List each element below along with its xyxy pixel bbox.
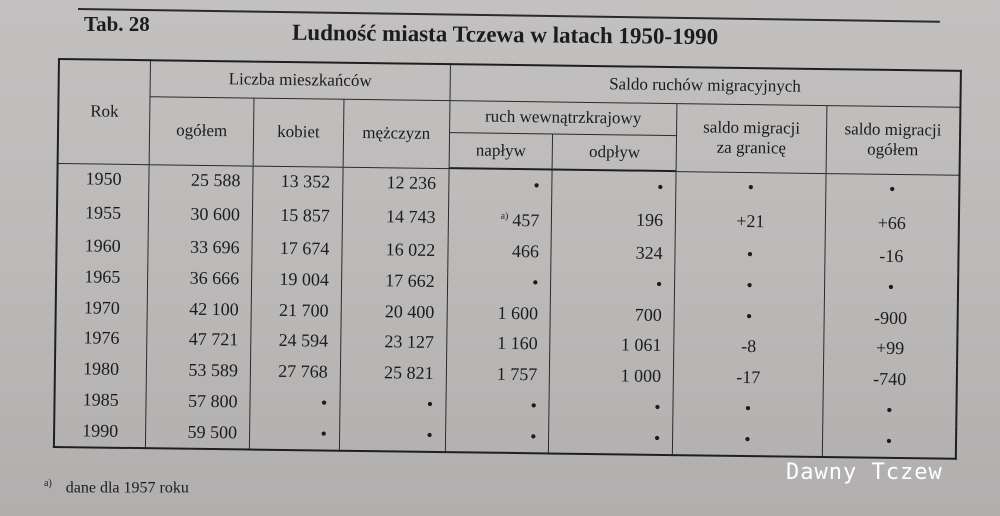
cell-granica bbox=[673, 392, 823, 425]
cell-naplyw bbox=[446, 328, 550, 360]
cell-mezczyzn bbox=[340, 388, 446, 420]
cell-value: • bbox=[426, 424, 433, 445]
cell-value: 24 594 bbox=[278, 330, 329, 352]
cell-ogolem bbox=[147, 324, 251, 356]
cell-ogolem bbox=[146, 416, 250, 449]
cell-value: +66 bbox=[877, 212, 906, 234]
footnote-mark: a) bbox=[44, 478, 52, 489]
cell-value: 1965 bbox=[84, 266, 121, 287]
cell-value: 466 bbox=[511, 241, 540, 262]
table-title: Ludność miasta Tczewa w latach 1950-1990 bbox=[291, 19, 719, 50]
cell-naplyw bbox=[446, 359, 550, 391]
cell-value: 17 662 bbox=[385, 270, 435, 292]
cell-kobiet bbox=[251, 325, 341, 357]
cell-mezczyzn bbox=[340, 357, 446, 389]
cell-value: • bbox=[320, 392, 328, 413]
cell-naplyw bbox=[448, 168, 552, 201]
cell-value: • bbox=[655, 273, 663, 295]
cell-value: 1950 bbox=[85, 168, 122, 190]
cell-kobiet bbox=[250, 387, 340, 419]
cell-value: • bbox=[885, 430, 893, 451]
cell-granica bbox=[674, 300, 824, 333]
cell-value: 1980 bbox=[82, 358, 120, 379]
cell-value: 700 bbox=[634, 304, 662, 325]
cell-naplyw bbox=[445, 389, 549, 421]
cell-value: • bbox=[654, 396, 661, 417]
cell-value: • bbox=[744, 428, 751, 449]
cell-odplyw bbox=[552, 201, 676, 239]
cell-value: -740 bbox=[873, 368, 907, 390]
cell-granica bbox=[673, 362, 823, 395]
cell-granica bbox=[674, 331, 824, 364]
cell-saldo bbox=[824, 272, 958, 304]
cell-value: 12 236 bbox=[386, 172, 437, 194]
footnote-text: dane dla 1957 roku bbox=[65, 479, 189, 497]
cell-year bbox=[57, 163, 149, 196]
header-mezczyzn: mężczyzn bbox=[343, 99, 450, 168]
cell-value: • bbox=[747, 177, 755, 198]
cell-granica bbox=[676, 171, 826, 205]
cell-mezczyzn bbox=[340, 327, 446, 359]
cell-value: -17 bbox=[736, 367, 761, 388]
header-naplyw: napływ bbox=[449, 132, 553, 169]
cell-kobiet bbox=[250, 356, 340, 388]
cell-value: • bbox=[746, 244, 754, 265]
cell-year bbox=[54, 384, 146, 416]
header-rok: Rok bbox=[58, 59, 151, 164]
cell-value: 1976 bbox=[83, 327, 120, 349]
cell-value: 324 bbox=[635, 243, 663, 264]
cell-mezczyzn bbox=[342, 167, 448, 200]
cell-value: • bbox=[320, 423, 328, 444]
cell-odplyw bbox=[551, 237, 675, 269]
header-granica-line2: za granicę bbox=[716, 137, 787, 158]
cell-odplyw bbox=[552, 169, 676, 203]
cell-saldo bbox=[825, 205, 959, 243]
cell-value: 27 768 bbox=[278, 361, 328, 382]
cell-ogolem bbox=[149, 164, 253, 197]
footnote bbox=[44, 478, 189, 497]
header-saldo: Saldo ruchów migracyjnych bbox=[450, 64, 961, 107]
cell-value: 30 600 bbox=[190, 203, 241, 225]
cell-value: 19 004 bbox=[279, 269, 330, 290]
cell-value: 457 bbox=[512, 210, 540, 231]
cell-odplyw bbox=[549, 391, 673, 423]
header-saldo-ogolem-line1: saldo migracji bbox=[844, 119, 942, 140]
cell-value: 1 757 bbox=[496, 363, 538, 385]
cell-kobiet bbox=[249, 417, 339, 450]
cell-ogolem bbox=[146, 385, 250, 417]
cell-value: -900 bbox=[873, 307, 908, 328]
cell-year bbox=[56, 231, 148, 263]
cell-value: 1 600 bbox=[497, 302, 539, 324]
cell-year bbox=[55, 323, 147, 355]
header-ogolem: ogółem bbox=[149, 96, 254, 165]
cell-naplyw bbox=[448, 200, 552, 237]
cell-year bbox=[54, 415, 146, 448]
cell-odplyw bbox=[549, 421, 673, 455]
cell-naplyw bbox=[445, 420, 549, 453]
cell-naplyw bbox=[447, 236, 551, 268]
cell-year bbox=[56, 262, 148, 294]
cell-value: • bbox=[426, 393, 434, 414]
header-odplyw: odpływ bbox=[553, 133, 677, 171]
cell-mezczyzn bbox=[339, 419, 445, 452]
cell-year bbox=[56, 292, 148, 324]
cell-value: • bbox=[887, 277, 895, 298]
cell-granica bbox=[675, 203, 825, 241]
cell-value: 17 674 bbox=[279, 238, 330, 260]
cell-mezczyzn bbox=[342, 199, 448, 236]
cell-value: • bbox=[888, 179, 896, 200]
cell-kobiet bbox=[252, 233, 342, 265]
table-number: Tab. 28 bbox=[84, 12, 150, 36]
header-saldo-ogolem-line2: ogółem bbox=[867, 139, 919, 160]
cell-value: 47 721 bbox=[188, 329, 239, 350]
top-rule bbox=[78, 8, 940, 23]
cell-granica bbox=[673, 423, 823, 457]
cell-value: 16 022 bbox=[385, 239, 436, 261]
cell-value: 36 666 bbox=[189, 267, 240, 289]
cell-value: +21 bbox=[736, 211, 765, 232]
footnote-ref-mark: a) bbox=[500, 210, 509, 223]
header-ruch: ruch wewnątrzkrajowy bbox=[449, 100, 677, 135]
cell-value: 1985 bbox=[82, 389, 119, 410]
cell-value: • bbox=[533, 174, 540, 196]
cell-value: • bbox=[744, 397, 752, 418]
cell-saldo bbox=[825, 173, 959, 207]
cell-value: 57 800 bbox=[187, 390, 238, 412]
cell-value: 25 588 bbox=[190, 170, 241, 191]
cell-kobiet bbox=[252, 198, 342, 235]
population-table bbox=[53, 58, 962, 460]
cell-odplyw bbox=[551, 268, 675, 300]
cell-value: +99 bbox=[875, 338, 905, 359]
cell-value: -16 bbox=[879, 246, 904, 267]
cell-year bbox=[57, 195, 149, 232]
cell-value: 1955 bbox=[84, 202, 122, 224]
cell-saldo bbox=[823, 364, 957, 396]
header-granica bbox=[676, 103, 826, 173]
cell-kobiet bbox=[251, 264, 341, 296]
watermark: Dawny Tczew bbox=[786, 460, 943, 485]
cell-saldo bbox=[825, 241, 959, 273]
cell-odplyw bbox=[550, 299, 674, 331]
cell-saldo bbox=[823, 394, 957, 426]
cell-value: 1960 bbox=[84, 235, 121, 257]
cell-value: 20 400 bbox=[384, 301, 435, 322]
cell-naplyw bbox=[447, 297, 551, 329]
cell-saldo bbox=[824, 302, 958, 334]
cell-ogolem bbox=[148, 196, 252, 233]
cell-ogolem bbox=[146, 355, 250, 387]
population-table-wrap bbox=[53, 58, 962, 460]
cell-kobiet bbox=[251, 295, 341, 327]
cell-saldo bbox=[823, 333, 957, 365]
cell-value: 42 100 bbox=[189, 298, 239, 320]
cell-ogolem bbox=[147, 293, 251, 325]
cell-value: 1990 bbox=[82, 420, 119, 441]
cell-odplyw bbox=[550, 360, 674, 392]
cell-value: • bbox=[657, 176, 664, 197]
cell-value: • bbox=[745, 305, 753, 326]
cell-value: 1970 bbox=[83, 297, 120, 318]
cell-granica bbox=[675, 270, 825, 303]
cell-value: 53 589 bbox=[188, 359, 239, 381]
cell-kobiet bbox=[253, 166, 343, 199]
cell-value: 1 160 bbox=[497, 333, 538, 354]
cell-odplyw bbox=[550, 329, 674, 361]
cell-value: 1 000 bbox=[620, 365, 662, 387]
header-liczba: Liczba mieszkańców bbox=[150, 60, 450, 100]
cell-value: -8 bbox=[741, 336, 757, 357]
cell-value: 196 bbox=[635, 209, 664, 231]
cell-naplyw bbox=[447, 267, 551, 299]
cell-value: • bbox=[530, 425, 537, 446]
cell-mezczyzn bbox=[341, 265, 447, 297]
cell-value: 13 352 bbox=[280, 171, 331, 193]
cell-value: 21 700 bbox=[278, 299, 329, 321]
cell-year bbox=[55, 354, 147, 386]
cell-value: • bbox=[653, 427, 661, 448]
cell-value: 23 127 bbox=[384, 331, 435, 353]
cell-value: 14 743 bbox=[385, 206, 436, 228]
table-body bbox=[54, 163, 960, 459]
cell-ogolem bbox=[148, 232, 252, 264]
header-kobiet: kobiet bbox=[253, 98, 344, 167]
cell-value: 1 061 bbox=[620, 334, 662, 356]
cell-value: 33 696 bbox=[189, 237, 240, 258]
header-saldo-ogolem bbox=[826, 105, 961, 175]
cell-mezczyzn bbox=[341, 296, 447, 328]
cell-mezczyzn bbox=[342, 235, 448, 267]
cell-value: 15 857 bbox=[280, 205, 330, 226]
cell-value: • bbox=[530, 395, 538, 416]
cell-value: 59 500 bbox=[187, 421, 238, 443]
header-granica-line1: saldo migracji bbox=[703, 117, 801, 138]
cell-value: • bbox=[532, 272, 539, 293]
cell-saldo bbox=[822, 425, 956, 459]
cell-value: 25 821 bbox=[383, 362, 434, 384]
cell-value: • bbox=[886, 399, 893, 420]
cell-granica bbox=[675, 239, 825, 272]
cell-ogolem bbox=[148, 263, 252, 295]
cell-value: • bbox=[746, 275, 753, 296]
